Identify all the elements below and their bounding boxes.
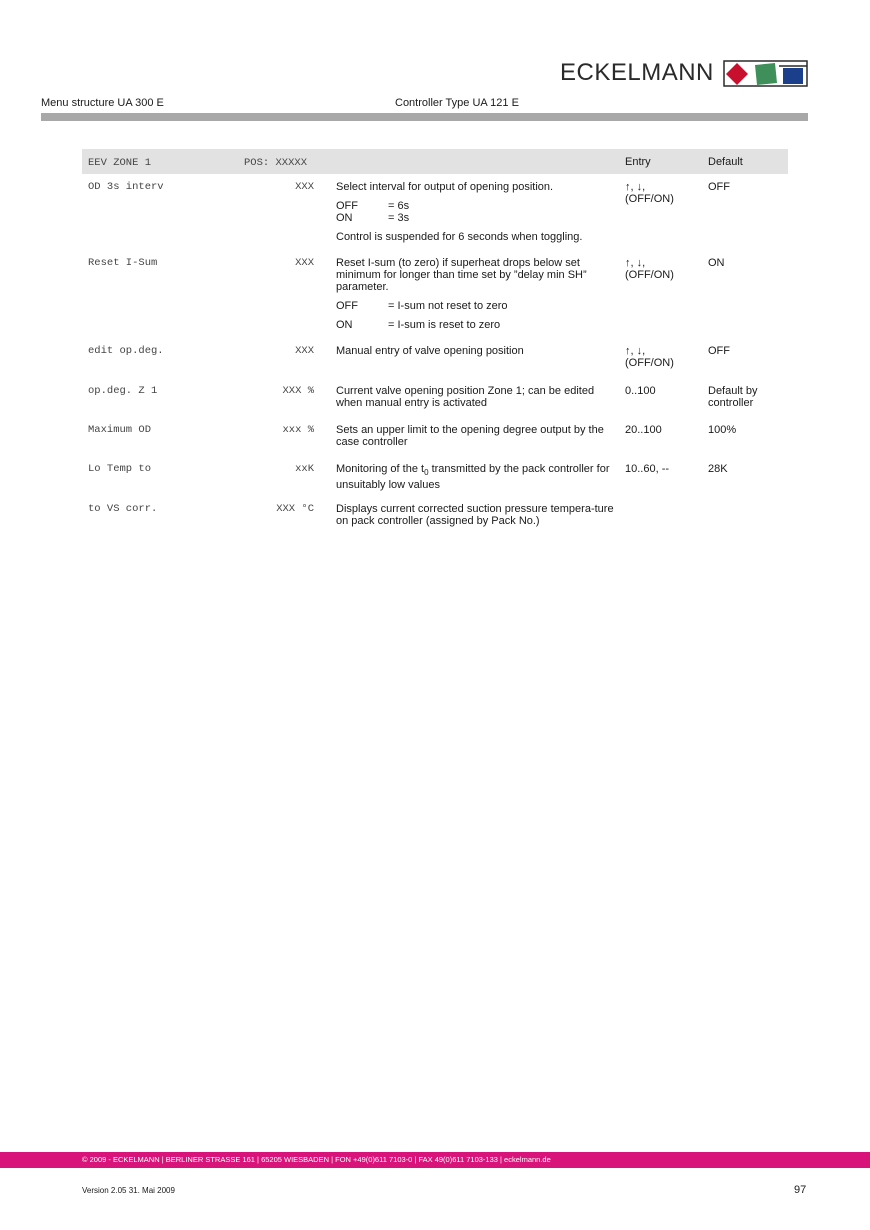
default-value: ON <box>708 257 725 269</box>
param-description: Current valve opening position Zone 1; can be edited when manual entry is activated <box>336 385 595 409</box>
param-description: Sets an upper limit to the opening degree output by the case controller <box>336 424 604 448</box>
param-value: XXX <box>295 181 314 193</box>
param-description <box>336 257 616 331</box>
version-info: Version 2.05 31. Mai 2009 <box>82 1186 175 1195</box>
param-name: Reset I-Sum <box>88 257 158 269</box>
param-value: XXX <box>295 345 314 357</box>
footer-contact-bar: © 2009 - ECKELMANN | BERLINER STRASSE 161 | 65205 WIESBADEN | FON +49(0)611 7103-0 | FAX 49(0)611 7103-133 | eckelmann.de <box>0 1152 870 1168</box>
description-note: Control is suspended for 6 seconds when toggling. <box>336 231 583 243</box>
default-value: OFF <box>708 345 730 357</box>
param-description: Manual entry of valve opening position <box>336 345 524 357</box>
logo-wordmark: ECKELMANN <box>560 59 714 86</box>
logo-squares-icon <box>723 60 808 87</box>
param-name: Lo Temp to <box>88 463 152 475</box>
entry-range: ↑, ↓, (OFF/ON) <box>625 181 674 205</box>
entry-range: ↑, ↓, (OFF/ON) <box>625 257 674 281</box>
param-name: to VS corr. <box>88 503 158 515</box>
description-text: Select interval for output of opening position. <box>336 181 554 193</box>
header-divider-bar <box>41 113 808 121</box>
table-header <box>82 149 788 174</box>
logo-red-diamond <box>726 63 748 85</box>
param-value: xxx % <box>282 424 314 436</box>
default-value: 100% <box>708 424 737 436</box>
eckelmann-logo <box>560 58 810 88</box>
param-description: Monitoring of the $t_0$ transmitted by the pack controller for unsuitably low values <box>336 463 610 492</box>
param-value: XXX °C <box>276 503 314 515</box>
default-value: 28K <box>708 463 728 475</box>
page-number: 97 <box>794 1184 807 1196</box>
position-code: POS: XXXXX <box>244 157 308 169</box>
default-value: Default by controller <box>708 385 758 409</box>
entry-range: 0..100 <box>625 385 656 397</box>
param-value: XXX % <box>282 385 314 397</box>
default-header: Default <box>708 156 743 168</box>
logo-green-square <box>755 63 777 85</box>
entry-header: Entry <box>625 156 651 168</box>
option-line: OFF = 6s <box>336 200 410 212</box>
param-name: OD 3s interv <box>88 181 164 193</box>
description-text: Reset I-sum (to zero) if superheat drops below set minimum for longer than time set by ”delay min SH” parameter. <box>336 257 587 293</box>
param-name: op.deg. Z 1 <box>88 385 158 397</box>
param-value: XXX <box>295 257 314 269</box>
header-left-title: Menu structure UA 300 E <box>41 97 164 109</box>
default-value: OFF <box>708 181 730 193</box>
logo-blue-square <box>783 68 803 84</box>
entry-range: 20..100 <box>625 424 662 436</box>
option-line: OFF = I-sum not reset to zero <box>336 300 508 312</box>
param-name: Maximum OD <box>88 424 152 436</box>
header-center-title: Controller Type UA 121 E <box>395 97 519 109</box>
entry-range: 10..60, -- <box>625 463 670 475</box>
option-line: ON = 3s <box>336 212 410 224</box>
param-name: edit op.deg. <box>88 345 164 357</box>
param-description: Displays current corrected suction pressure tempera-ture on pack controller (assigned by Pack No.) <box>336 503 614 527</box>
param-description <box>336 181 616 243</box>
entry-range: ↑, ↓, (OFF/ON) <box>625 345 674 369</box>
menu-title: EEV ZONE 1 <box>88 157 152 169</box>
option-line: ON = I-sum is reset to zero <box>336 319 501 331</box>
param-value: xxK <box>295 463 314 475</box>
